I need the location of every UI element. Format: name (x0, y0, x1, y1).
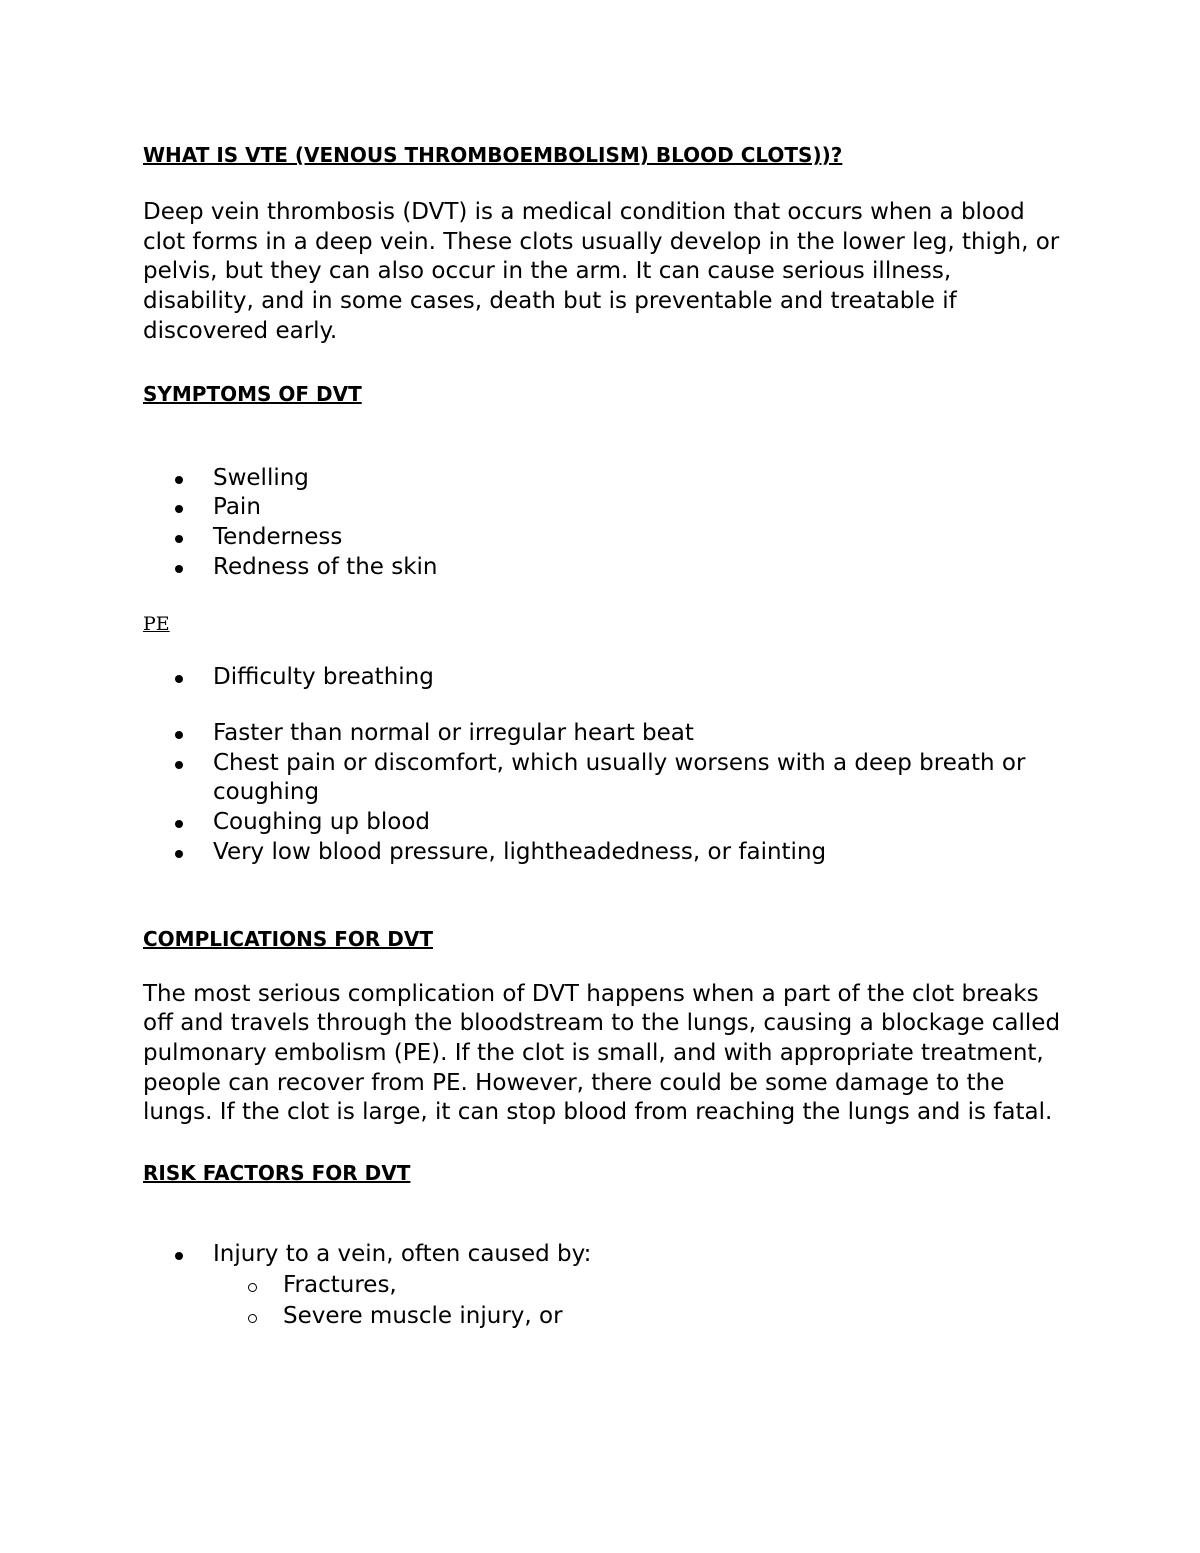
list-item: Faster than normal or irregular heart beat (143, 719, 1063, 749)
risk-sublist (143, 1270, 1063, 1332)
pe-symptoms-list (143, 719, 1063, 868)
list-item: Swelling (143, 464, 1063, 494)
bullet-icon (175, 535, 183, 543)
circle-bullet-icon (248, 1283, 257, 1292)
bullet-icon (175, 731, 183, 739)
list-item: Difficulty breathing (143, 663, 1063, 693)
symptoms-heading: SYMPTOMS OF DVT (143, 381, 362, 406)
bullet-icon (175, 1252, 183, 1260)
list-item: Fractures, (143, 1270, 1063, 1301)
list-item: Injury to a vein, often caused by: (143, 1240, 1063, 1270)
bullet-icon (175, 505, 183, 513)
bullet-icon (175, 850, 183, 858)
circle-bullet-icon (248, 1314, 257, 1323)
list-item: Coughing up blood (143, 808, 1063, 838)
list-item: Tenderness (143, 523, 1063, 553)
bullet-icon (175, 820, 183, 828)
list-item: Chest pain or discomfort, which usually worsens with a deep breath or coughing (143, 749, 1063, 808)
bullet-icon (175, 761, 183, 769)
bullet-icon (175, 565, 183, 573)
intro-paragraph: Deep vein thrombosis (DVT) is a medical condition that occurs when a blood clot forms in a deep vein. These clots usually develop in the lower leg, thigh, or pelvis, but they can also occur in the arm. It can cause serious illness, disability, and in some cases, death but is preventable and treatable if discovered early. (143, 199, 1060, 344)
symptoms-list (143, 464, 1063, 583)
complications-paragraph: The most serious complication of DVT happens when a part of the clot breaks off and travels through the bloodstream to the lungs, causing a blockage called pulmonary embolism (PE). If the clot is small, and with appropriate treatment, people can recover from PE. However, there could be some damage to the lungs. If the clot is large, it can stop blood from reaching the lungs and is fatal. (143, 980, 1061, 1126)
bullet-icon (175, 476, 183, 484)
risk-heading: RISK FACTORS FOR DVT (143, 1161, 411, 1186)
complications-heading: COMPLICATIONS FOR DVT (143, 926, 433, 951)
list-item: Redness of the skin (143, 553, 1063, 583)
bullet-icon (175, 675, 183, 683)
list-item: Pain (143, 493, 1063, 523)
list-item: Very low blood pressure, lightheadedness, or fainting (143, 838, 1063, 868)
pe-label: PE (143, 613, 170, 636)
pe-first-list (143, 663, 1063, 693)
title-heading: WHAT IS VTE (VENOUS THROMBOEMBOLISM) BLOOD CLOTS))? (143, 143, 843, 167)
document-page (143, 140, 1063, 1332)
risk-list (143, 1240, 1063, 1270)
list-item: Severe muscle injury, or (143, 1301, 1063, 1332)
